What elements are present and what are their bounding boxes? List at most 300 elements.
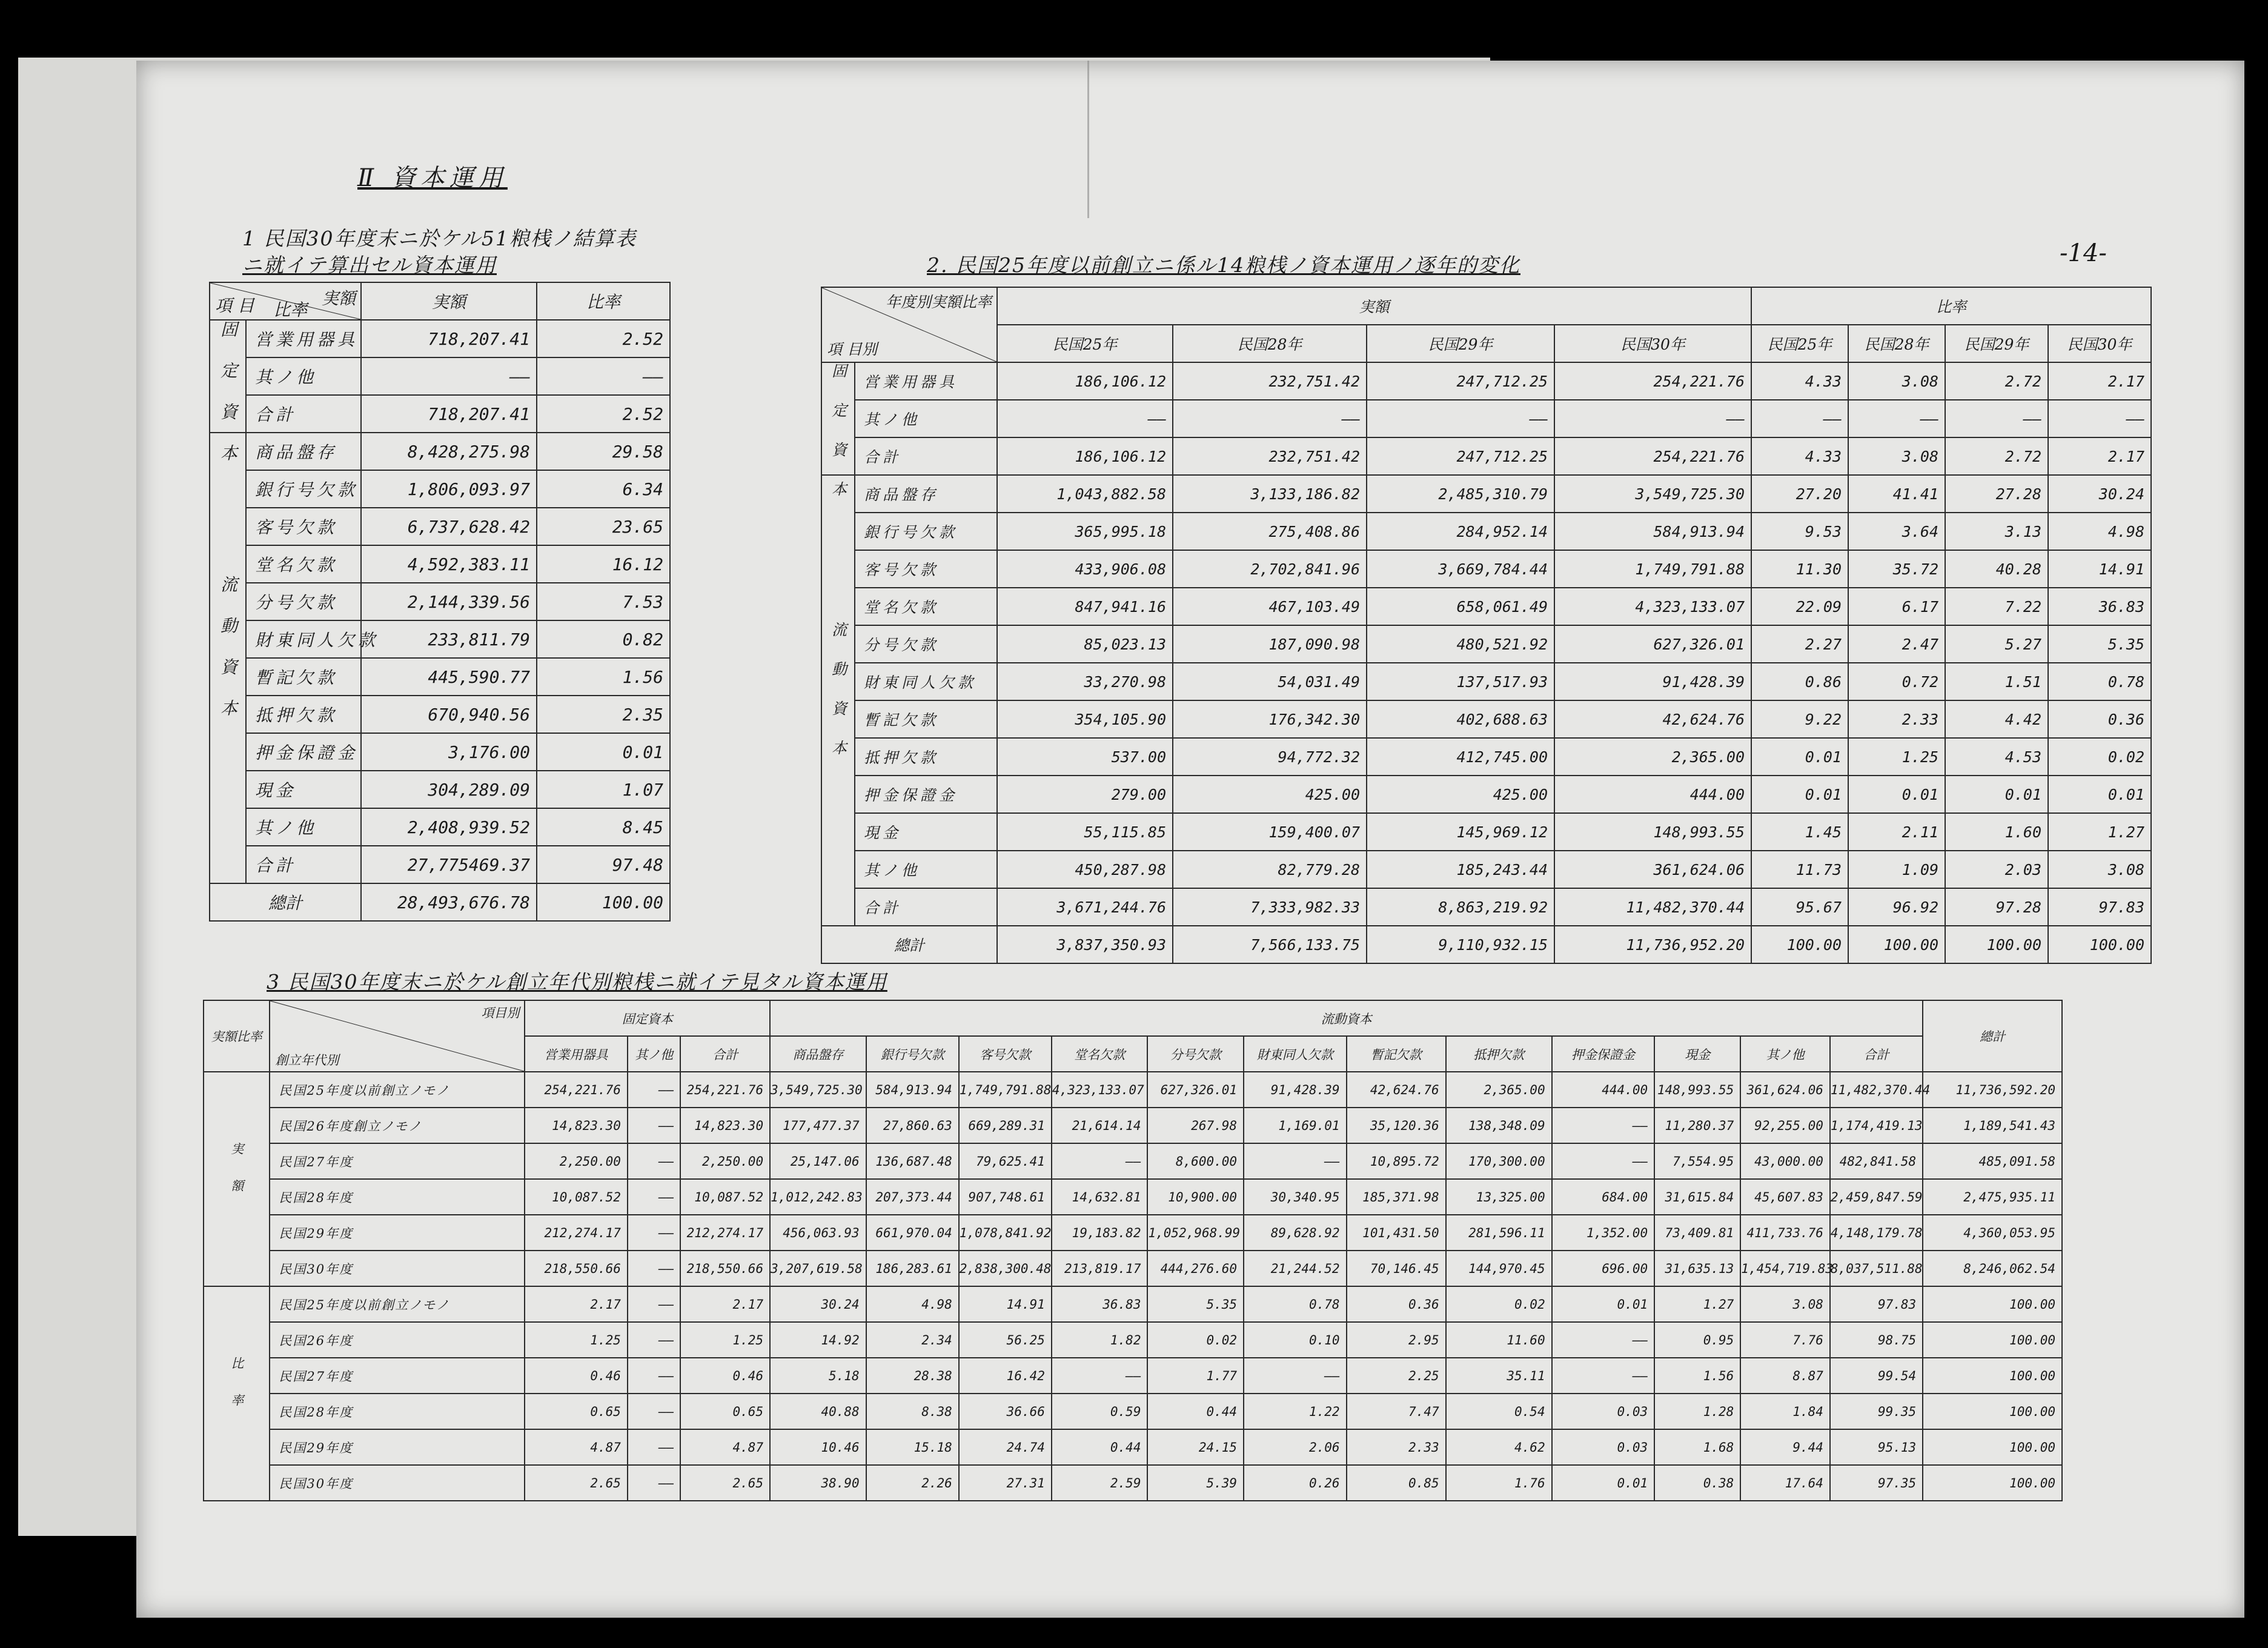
row-label: 民国27年度 — [270, 1358, 525, 1394]
ratio-cell: 3.08 — [2048, 851, 2151, 888]
value-cell: 24.74 — [959, 1429, 1052, 1465]
value-cell: 213,819.17 — [1052, 1251, 1148, 1286]
table-row — [210, 658, 670, 696]
value-cell: —— — [628, 1358, 680, 1394]
value-cell: 21,244.52 — [1244, 1251, 1347, 1286]
ratio-cell: 4.98 — [2048, 513, 2151, 550]
ratio-cell: 14.91 — [2048, 550, 2151, 588]
value-cell: 11,736,592.20 — [1923, 1072, 2062, 1108]
corner-label-bottom: 創立年代別 — [275, 1053, 339, 1068]
amount-cell: 186,106.12 — [997, 437, 1173, 475]
column-header: 堂名欠款 — [1052, 1036, 1148, 1072]
value-cell: 254,221.76 — [680, 1072, 770, 1108]
amount-cell: 412,745.00 — [1367, 738, 1554, 776]
value-cell: 0.36 — [1347, 1286, 1446, 1322]
value-cell: —— — [628, 1322, 680, 1358]
value-cell: 14,823.30 — [680, 1108, 770, 1143]
value-cell: 3,549,725.30 — [770, 1072, 866, 1108]
value-cell: 30.24 — [770, 1286, 866, 1322]
amount-cell: 145,969.12 — [1367, 813, 1554, 851]
amount-cell: 354,105.90 — [997, 700, 1173, 738]
value-cell: 1,454,719.83 — [1740, 1251, 1830, 1286]
value-cell: 45,607.83 — [1740, 1179, 1830, 1215]
ratio-year-header: 民国28年 — [1848, 325, 1945, 362]
ratio-cell: 2.17 — [2048, 437, 2151, 475]
ratio-cell: 41.41 — [1848, 475, 1945, 513]
amount-cell: 3,133,186.82 — [1173, 475, 1367, 513]
ratio-cell: 3.08 — [1848, 362, 1945, 400]
value-cell: 100.00 — [1923, 1465, 2062, 1501]
amount-cell: 8,428,275.98 — [361, 433, 537, 470]
corner-label-left: 項 — [827, 341, 843, 358]
group-header-ratio: 比率 — [1751, 287, 2151, 325]
amount-cell: 1,806,093.97 — [361, 470, 537, 508]
amount-year-header: 民国25年 — [997, 325, 1173, 362]
value-cell: 14.92 — [770, 1322, 866, 1358]
amount-cell: 467,103.49 — [1173, 588, 1367, 625]
ratio-cell: 4.42 — [1945, 700, 2048, 738]
amount-cell: 425.00 — [1367, 776, 1554, 813]
ratio-cell: —— — [1848, 400, 1945, 437]
value-cell: 25,147.06 — [770, 1143, 866, 1179]
value-cell: 95.13 — [1830, 1429, 1923, 1465]
amount-cell: 91,428.39 — [1554, 663, 1751, 700]
value-cell: 0.44 — [1147, 1394, 1244, 1429]
row-label: 合計 — [246, 846, 361, 883]
table1-title-line1: 1 民国30年度末ニ於ケル51粮桟ノ結算表 — [242, 227, 637, 250]
value-cell: 2,250.00 — [525, 1143, 628, 1179]
group-header-fixed: 固定資本 — [525, 1000, 770, 1036]
ratio-cell: 6.17 — [1848, 588, 1945, 625]
value-cell: 1,174,419.13 — [1830, 1108, 1923, 1143]
row-label: 分号欠款 — [246, 583, 361, 620]
amount-cell: 718,207.41 — [361, 320, 537, 357]
amount-cell: 94,772.32 — [1173, 738, 1367, 776]
value-cell: 0.01 — [1552, 1465, 1655, 1501]
ratio-cell: 36.83 — [2048, 588, 2151, 625]
section-title: Ⅱ 資本運用 — [357, 164, 508, 192]
amount-cell: 187,090.98 — [1173, 625, 1367, 663]
value-cell: 0.85 — [1347, 1465, 1446, 1501]
table-row — [204, 1179, 2062, 1215]
grand-total-row — [821, 926, 2151, 963]
page-number: -14- — [2060, 239, 2107, 267]
amount-cell: 3,669,784.44 — [1367, 550, 1554, 588]
row-label: 民国30年度 — [270, 1465, 525, 1501]
value-cell: 0.26 — [1244, 1465, 1347, 1501]
ratio-cell: 5.35 — [2048, 625, 2151, 663]
value-cell: 9.44 — [1740, 1429, 1830, 1465]
value-cell: 281,596.11 — [1446, 1215, 1552, 1251]
value-cell: 661,970.04 — [866, 1215, 959, 1251]
value-cell: —— — [628, 1286, 680, 1322]
ratio-cell: 1.07 — [537, 771, 670, 808]
amount-cell: 433,906.08 — [997, 550, 1173, 588]
table-row — [210, 846, 670, 883]
value-cell: 11,280.37 — [1654, 1108, 1740, 1143]
value-cell: 4,148,179.78 — [1830, 1215, 1923, 1251]
amount-cell: 2,702,841.96 — [1173, 550, 1367, 588]
value-cell: 1,189,541.43 — [1923, 1108, 2062, 1143]
table-row — [210, 733, 670, 771]
ratio-cell: 1.51 — [1945, 663, 2048, 700]
table-row — [204, 1429, 2062, 1465]
group-header-current: 流動資本 — [770, 1000, 1923, 1036]
row-label: 財東同人欠款 — [855, 663, 997, 700]
corner-cell — [270, 1000, 525, 1072]
amount-cell: 2,485,310.79 — [1367, 475, 1554, 513]
amount-cell: 445,590.77 — [361, 658, 537, 696]
value-cell: —— — [628, 1179, 680, 1215]
table-row — [821, 738, 2151, 776]
ratio-cell: 27.20 — [1751, 475, 1848, 513]
ratio-cell: 97.28 — [1945, 888, 2048, 926]
table-row — [204, 1394, 2062, 1429]
ratio-cell: 7.53 — [537, 583, 670, 620]
value-cell: 2,838,300.48 — [959, 1251, 1052, 1286]
table-row — [204, 1322, 2062, 1358]
row-label: 其ノ他 — [246, 357, 361, 395]
column-header: 営業用器具 — [525, 1036, 628, 1072]
amount-cell: 1,749,791.88 — [1554, 550, 1751, 588]
value-cell: 1.84 — [1740, 1394, 1830, 1429]
side-label-amount: 実額 — [204, 1072, 270, 1286]
row-label: 営業用器具 — [246, 320, 361, 357]
value-cell: 7,554.95 — [1654, 1143, 1740, 1179]
amount-cell: 186,106.12 — [997, 362, 1173, 400]
amount-year-header: 民国28年 — [1173, 325, 1367, 362]
value-cell: 2.65 — [525, 1465, 628, 1501]
table-row — [210, 771, 670, 808]
table-row — [821, 400, 2151, 437]
amount-cell: 254,221.76 — [1554, 362, 1751, 400]
row-label: 民国27年度 — [270, 1143, 525, 1179]
value-cell: 3,207,619.58 — [770, 1251, 866, 1286]
table3 — [203, 1000, 2063, 1501]
table-row — [204, 1465, 2062, 1501]
row-label: 合計 — [855, 437, 997, 475]
ratio-cell: 9.53 — [1751, 513, 1848, 550]
grand-total-amount: 11,736,952.20 — [1554, 926, 1751, 963]
table1 — [209, 282, 671, 922]
value-cell: 1,169.01 — [1244, 1108, 1347, 1143]
value-cell: 411,733.76 — [1740, 1215, 1830, 1251]
ratio-cell: 0.01 — [1848, 776, 1945, 813]
amount-cell: 137,517.93 — [1367, 663, 1554, 700]
value-cell: 92,255.00 — [1740, 1108, 1830, 1143]
value-cell: 185,371.98 — [1347, 1179, 1446, 1215]
value-cell: 1,352.00 — [1552, 1215, 1655, 1251]
amount-cell: 304,289.09 — [361, 771, 537, 808]
value-cell: 0.46 — [525, 1358, 628, 1394]
ratio-cell: 0.01 — [1751, 776, 1848, 813]
table-row — [821, 362, 2151, 400]
value-cell: 267.98 — [1147, 1108, 1244, 1143]
value-cell: 5.35 — [1147, 1286, 1244, 1322]
value-cell: 8,600.00 — [1147, 1143, 1244, 1179]
column-header: 客号欠款 — [959, 1036, 1052, 1072]
amount-cell: —— — [1554, 400, 1751, 437]
value-cell: 99.35 — [1830, 1394, 1923, 1429]
value-cell: 14,823.30 — [525, 1108, 628, 1143]
table-row — [821, 700, 2151, 738]
value-cell: 40.88 — [770, 1394, 866, 1429]
value-cell: 35,120.36 — [1347, 1108, 1446, 1143]
value-cell: 444,276.60 — [1147, 1251, 1244, 1286]
group-current-capital: 流動資本 — [821, 475, 855, 926]
amount-cell: 658,061.49 — [1367, 588, 1554, 625]
value-cell: 0.95 — [1654, 1322, 1740, 1358]
ratio-cell: 0.01 — [2048, 776, 2151, 813]
column-header: 合計 — [680, 1036, 770, 1072]
value-cell: 100.00 — [1923, 1429, 2062, 1465]
ratio-cell: 1.25 — [1848, 738, 1945, 776]
table-row — [821, 550, 2151, 588]
value-cell: 98.75 — [1830, 1322, 1923, 1358]
value-cell: 0.46 — [680, 1358, 770, 1394]
table-row — [204, 1251, 2062, 1286]
value-cell: 99.54 — [1830, 1358, 1923, 1394]
value-cell: 2,475,935.11 — [1923, 1179, 2062, 1215]
value-cell: 30,340.95 — [1244, 1179, 1347, 1215]
column-header: 商品盤存 — [770, 1036, 866, 1072]
value-cell: 1,052,968.99 — [1147, 1215, 1244, 1251]
table-row — [821, 625, 2151, 663]
row-label: 抵押欠款 — [855, 738, 997, 776]
ratio-cell: 5.27 — [1945, 625, 2048, 663]
value-cell: 35.11 — [1446, 1358, 1552, 1394]
amount-cell: 537.00 — [997, 738, 1173, 776]
ratio-cell: 2.52 — [537, 320, 670, 357]
ratio-cell: 2.72 — [1945, 362, 2048, 400]
value-cell: 218,550.66 — [525, 1251, 628, 1286]
value-cell: 16.42 — [959, 1358, 1052, 1394]
ratio-cell: 0.01 — [1945, 776, 2048, 813]
value-cell: 485,091.58 — [1923, 1143, 2062, 1179]
value-cell: 2,250.00 — [680, 1143, 770, 1179]
table-row — [821, 888, 2151, 926]
row-label: 民国25年度以前創立ノモノ — [270, 1286, 525, 1322]
ratio-cell: 97.48 — [537, 846, 670, 883]
ratio-cell: 4.53 — [1945, 738, 2048, 776]
group-fixed-capital: 固定資本 — [210, 320, 246, 433]
value-cell: 2.17 — [525, 1286, 628, 1322]
value-cell: 0.01 — [1552, 1286, 1655, 1322]
ratio-cell: —— — [2048, 400, 2151, 437]
amount-cell: 3,671,244.76 — [997, 888, 1173, 926]
amount-cell: 247,712.25 — [1367, 437, 1554, 475]
grand-total-row — [210, 883, 670, 921]
value-cell: 43,000.00 — [1740, 1143, 1830, 1179]
column-header: 抵押欠款 — [1446, 1036, 1552, 1072]
row-label: 其ノ他 — [855, 851, 997, 888]
amount-cell: —— — [1173, 400, 1367, 437]
value-cell: 31,615.84 — [1654, 1179, 1740, 1215]
column-header: 分号欠款 — [1147, 1036, 1244, 1072]
table-row — [204, 1072, 2062, 1108]
value-cell: 79,625.41 — [959, 1143, 1052, 1179]
ratio-cell: 7.22 — [1945, 588, 2048, 625]
row-label: 暫記欠款 — [246, 658, 361, 696]
table1-title-line2: ニ就イテ算出セル資本運用 — [242, 253, 497, 277]
value-cell: 4.98 — [866, 1286, 959, 1322]
table-row — [210, 470, 670, 508]
row-label: 民国25年度以前創立ノモノ — [270, 1072, 525, 1108]
table2 — [821, 287, 2152, 964]
column-header: 合計 — [1830, 1036, 1923, 1072]
value-cell: 186,283.61 — [866, 1251, 959, 1286]
table1-title — [242, 225, 637, 279]
amount-cell: 6,737,628.42 — [361, 508, 537, 545]
row-label: 民国26年度創立ノモノ — [270, 1108, 525, 1143]
col-header-ratio: 比率 — [537, 282, 670, 320]
value-cell: 0.65 — [680, 1394, 770, 1429]
amount-cell: 425.00 — [1173, 776, 1367, 813]
amount-cell: 54,031.49 — [1173, 663, 1367, 700]
ratio-cell: 0.01 — [1751, 738, 1848, 776]
table-row — [821, 813, 2151, 851]
ratio-cell: 22.09 — [1751, 588, 1848, 625]
value-cell: 0.65 — [525, 1394, 628, 1429]
grand-total-ratio: 100.00 — [1945, 926, 2048, 963]
grand-total-ratio: 100.00 — [1848, 926, 1945, 963]
table-row — [204, 1286, 2062, 1322]
value-cell: 482,841.58 — [1830, 1143, 1923, 1179]
value-cell: 1.22 — [1244, 1394, 1347, 1429]
value-cell: 696.00 — [1552, 1251, 1655, 1286]
value-cell: 2.59 — [1052, 1465, 1148, 1501]
value-cell: 1.27 — [1654, 1286, 1740, 1322]
row-label: 現金 — [855, 813, 997, 851]
value-cell: 97.83 — [1830, 1286, 1923, 1322]
ratio-cell: 27.28 — [1945, 475, 2048, 513]
amount-cell: 627,326.01 — [1554, 625, 1751, 663]
amount-cell: 159,400.07 — [1173, 813, 1367, 851]
value-cell: 2,365.00 — [1446, 1072, 1552, 1108]
row-label: 民国29年度 — [270, 1215, 525, 1251]
grand-total-label: 總計 — [821, 926, 997, 963]
table-row — [210, 433, 670, 470]
ratio-cell: 8.45 — [537, 808, 670, 846]
value-cell: 14,632.81 — [1052, 1179, 1148, 1215]
ratio-cell: 23.65 — [537, 508, 670, 545]
ratio-cell: 2.27 — [1751, 625, 1848, 663]
value-cell: 138,348.09 — [1446, 1108, 1552, 1143]
value-cell: 100.00 — [1923, 1358, 2062, 1394]
row-label: 民国28年度 — [270, 1394, 525, 1429]
corner-label-item: 目別 — [846, 341, 877, 358]
table-row — [821, 776, 2151, 813]
amount-cell: —— — [1367, 400, 1554, 437]
amount-cell: 11,482,370.44 — [1554, 888, 1751, 926]
value-cell: —— — [628, 1251, 680, 1286]
ratio-cell: 1.60 — [1945, 813, 2048, 851]
value-cell: 100.00 — [1923, 1322, 2062, 1358]
amount-cell: 232,751.42 — [1173, 362, 1367, 400]
ratio-cell: 2.52 — [537, 395, 670, 433]
value-cell: —— — [1552, 1358, 1655, 1394]
ratio-cell: 1.27 — [2048, 813, 2151, 851]
value-cell: 2.95 — [1347, 1322, 1446, 1358]
ratio-cell: 96.92 — [1848, 888, 1945, 926]
value-cell: 907,748.61 — [959, 1179, 1052, 1215]
value-cell: 144,970.45 — [1446, 1251, 1552, 1286]
value-cell: 5.18 — [770, 1358, 866, 1394]
row-label: 押金保證金 — [855, 776, 997, 813]
corner-label-top: 実額 — [321, 288, 356, 308]
table3-title: 3 民国30年度末ニ於ケル創立年代別粮桟ニ就イテ見タル資本運用 — [267, 970, 887, 994]
table-row — [210, 508, 670, 545]
value-cell: 177,477.37 — [770, 1108, 866, 1143]
value-cell: 101,431.50 — [1347, 1215, 1446, 1251]
ratio-cell: 40.28 — [1945, 550, 2048, 588]
ratio-cell: 16.12 — [537, 545, 670, 583]
ratio-cell: 0.82 — [537, 620, 670, 658]
table-row — [821, 663, 2151, 700]
corner-left-cell: 実額比率 — [204, 1000, 270, 1072]
corner-label-item: 目 — [237, 296, 254, 316]
amount-cell: 670,940.56 — [361, 696, 537, 733]
ratio-cell: 35.72 — [1848, 550, 1945, 588]
ratio-cell: 2.35 — [537, 696, 670, 733]
value-cell: 7.47 — [1347, 1394, 1446, 1429]
value-cell: 2.06 — [1244, 1429, 1347, 1465]
value-cell: —— — [628, 1429, 680, 1465]
ratio-cell: 11.30 — [1751, 550, 1848, 588]
amount-cell: 402,688.63 — [1367, 700, 1554, 738]
value-cell: 36.83 — [1052, 1286, 1148, 1322]
value-cell: 0.03 — [1552, 1394, 1655, 1429]
table-row — [821, 513, 2151, 550]
value-cell: 8,246,062.54 — [1923, 1251, 2062, 1286]
table-row — [210, 395, 670, 433]
value-cell: 5.39 — [1147, 1465, 1244, 1501]
amount-cell: 584,913.94 — [1554, 513, 1751, 550]
amount-cell: 847,941.16 — [997, 588, 1173, 625]
ratio-cell: 29.58 — [537, 433, 670, 470]
col-header-amount: 実額 — [361, 282, 537, 320]
group-current-capital: 流動資本 — [210, 433, 246, 883]
amount-cell: 444.00 — [1554, 776, 1751, 813]
grand-total-amount: 7,566,133.75 — [1173, 926, 1367, 963]
value-cell: 4.62 — [1446, 1429, 1552, 1465]
row-label: 其ノ他 — [246, 808, 361, 846]
table-row — [210, 696, 670, 733]
value-cell: 0.02 — [1446, 1286, 1552, 1322]
row-label: 客号欠款 — [246, 508, 361, 545]
ratio-cell: 2.72 — [1945, 437, 2048, 475]
amount-cell: 85,023.13 — [997, 625, 1173, 663]
value-cell: 8,037,511.88 — [1830, 1251, 1923, 1286]
value-cell: 2.65 — [680, 1465, 770, 1501]
value-cell: 0.03 — [1552, 1429, 1655, 1465]
ratio-cell: 2.03 — [1945, 851, 2048, 888]
value-cell: 10,895.72 — [1347, 1143, 1446, 1179]
row-label: 現金 — [246, 771, 361, 808]
ratio-year-header: 民国30年 — [2048, 325, 2151, 362]
value-cell: 669,289.31 — [959, 1108, 1052, 1143]
table-row — [210, 583, 670, 620]
value-cell: 584,913.94 — [866, 1072, 959, 1108]
value-cell: —— — [1552, 1108, 1655, 1143]
amount-cell: 361,624.06 — [1554, 851, 1751, 888]
fold-line — [1087, 61, 1089, 218]
value-cell: 0.54 — [1446, 1394, 1552, 1429]
ratio-cell: 9.22 — [1751, 700, 1848, 738]
corner-label-left: 項 — [215, 296, 233, 316]
ratio-cell: 1.45 — [1751, 813, 1848, 851]
value-cell: 0.78 — [1244, 1286, 1347, 1322]
